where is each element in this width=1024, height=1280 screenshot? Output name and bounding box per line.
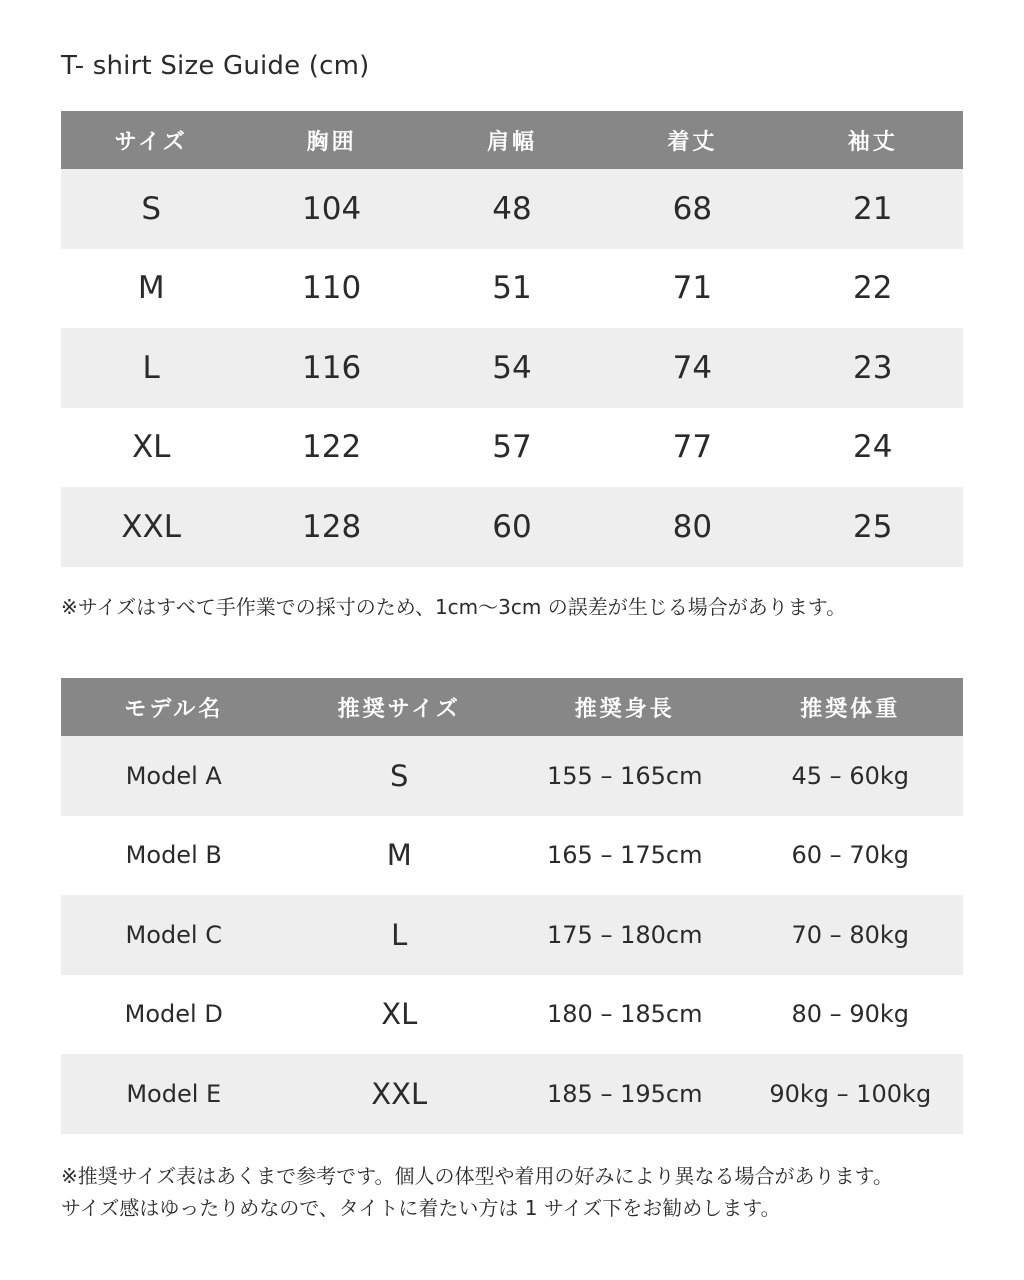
cell-length: 68 [602, 169, 782, 249]
cell-sleeve: 25 [783, 487, 963, 567]
header-chest: 胸囲 [241, 111, 421, 169]
cell-length: 77 [602, 408, 782, 488]
cell-recommended-size: L [287, 895, 513, 975]
cell-model-name: Model D [61, 975, 287, 1055]
cell-model-name: Model C [61, 895, 287, 975]
cell-recommended-size: S [287, 736, 513, 816]
cell-recommended-weight: 80 – 90kg [738, 975, 964, 1055]
table-row [61, 487, 963, 567]
table-row [61, 408, 963, 488]
cell-recommended-height: 155 – 165cm [512, 736, 738, 816]
header-sleeve: 袖丈 [783, 111, 963, 169]
size-guide-table [61, 111, 963, 567]
recommendation-note-line-1: ※推奨サイズ表はあくまで参考です。個人の体型や着用の好みにより異なる場合があります。 [61, 1164, 893, 1188]
cell-length: 80 [602, 487, 782, 567]
header-length: 着丈 [602, 111, 782, 169]
header-model-name: モデル名 [61, 678, 287, 736]
cell-recommended-size: XL [287, 975, 513, 1055]
cell-shoulder: 57 [422, 408, 602, 488]
table-header-row [61, 678, 963, 736]
cell-size: L [61, 328, 241, 408]
table-header-row [61, 111, 963, 169]
cell-shoulder: 54 [422, 328, 602, 408]
cell-shoulder: 48 [422, 169, 602, 249]
cell-recommended-size: M [287, 816, 513, 896]
cell-chest: 128 [241, 487, 421, 567]
cell-shoulder: 51 [422, 249, 602, 329]
cell-recommended-size: XXL [287, 1054, 513, 1134]
header-size: サイズ [61, 111, 241, 169]
cell-recommended-height: 185 – 195cm [512, 1054, 738, 1134]
header-recommended-height: 推奨身長 [512, 678, 738, 736]
header-shoulder: 肩幅 [422, 111, 602, 169]
cell-length: 74 [602, 328, 782, 408]
cell-chest: 104 [241, 169, 421, 249]
cell-model-name: Model E [61, 1054, 287, 1134]
header-recommended-size: 推奨サイズ [287, 678, 513, 736]
table-row [61, 249, 963, 329]
table-row [61, 816, 963, 896]
measurement-note: ※サイズはすべて手作業での採寸のため、1cm〜3cm の誤差が生じる場合があります。 [61, 595, 847, 619]
cell-recommended-height: 180 – 185cm [512, 975, 738, 1055]
cell-chest: 110 [241, 249, 421, 329]
cell-size: XXL [61, 487, 241, 567]
model-recommendation-table [61, 678, 963, 1134]
cell-size: S [61, 169, 241, 249]
table-row [61, 895, 963, 975]
cell-recommended-height: 165 – 175cm [512, 816, 738, 896]
table-row [61, 975, 963, 1055]
header-recommended-weight: 推奨体重 [738, 678, 964, 736]
table-row [61, 169, 963, 249]
cell-model-name: Model A [61, 736, 287, 816]
recommendation-note-line-2: サイズ感はゆったりめなので、タイトに着たい方は 1 サイズ下をお勧めします。 [61, 1196, 781, 1220]
cell-recommended-weight: 90kg – 100kg [738, 1054, 964, 1134]
cell-chest: 116 [241, 328, 421, 408]
cell-sleeve: 22 [783, 249, 963, 329]
cell-model-name: Model B [61, 816, 287, 896]
cell-sleeve: 21 [783, 169, 963, 249]
cell-recommended-height: 175 – 180cm [512, 895, 738, 975]
cell-size: XL [61, 408, 241, 488]
cell-sleeve: 23 [783, 328, 963, 408]
recommendation-note [61, 1160, 893, 1224]
cell-sleeve: 24 [783, 408, 963, 488]
cell-shoulder: 60 [422, 487, 602, 567]
table-row [61, 1054, 963, 1134]
cell-recommended-weight: 45 – 60kg [738, 736, 964, 816]
cell-recommended-weight: 60 – 70kg [738, 816, 964, 896]
cell-chest: 122 [241, 408, 421, 488]
table-row [61, 328, 963, 408]
cell-size: M [61, 249, 241, 329]
cell-length: 71 [602, 249, 782, 329]
cell-recommended-weight: 70 – 80kg [738, 895, 964, 975]
page-title: T- shirt Size Guide (cm) [61, 51, 370, 81]
table-row [61, 736, 963, 816]
